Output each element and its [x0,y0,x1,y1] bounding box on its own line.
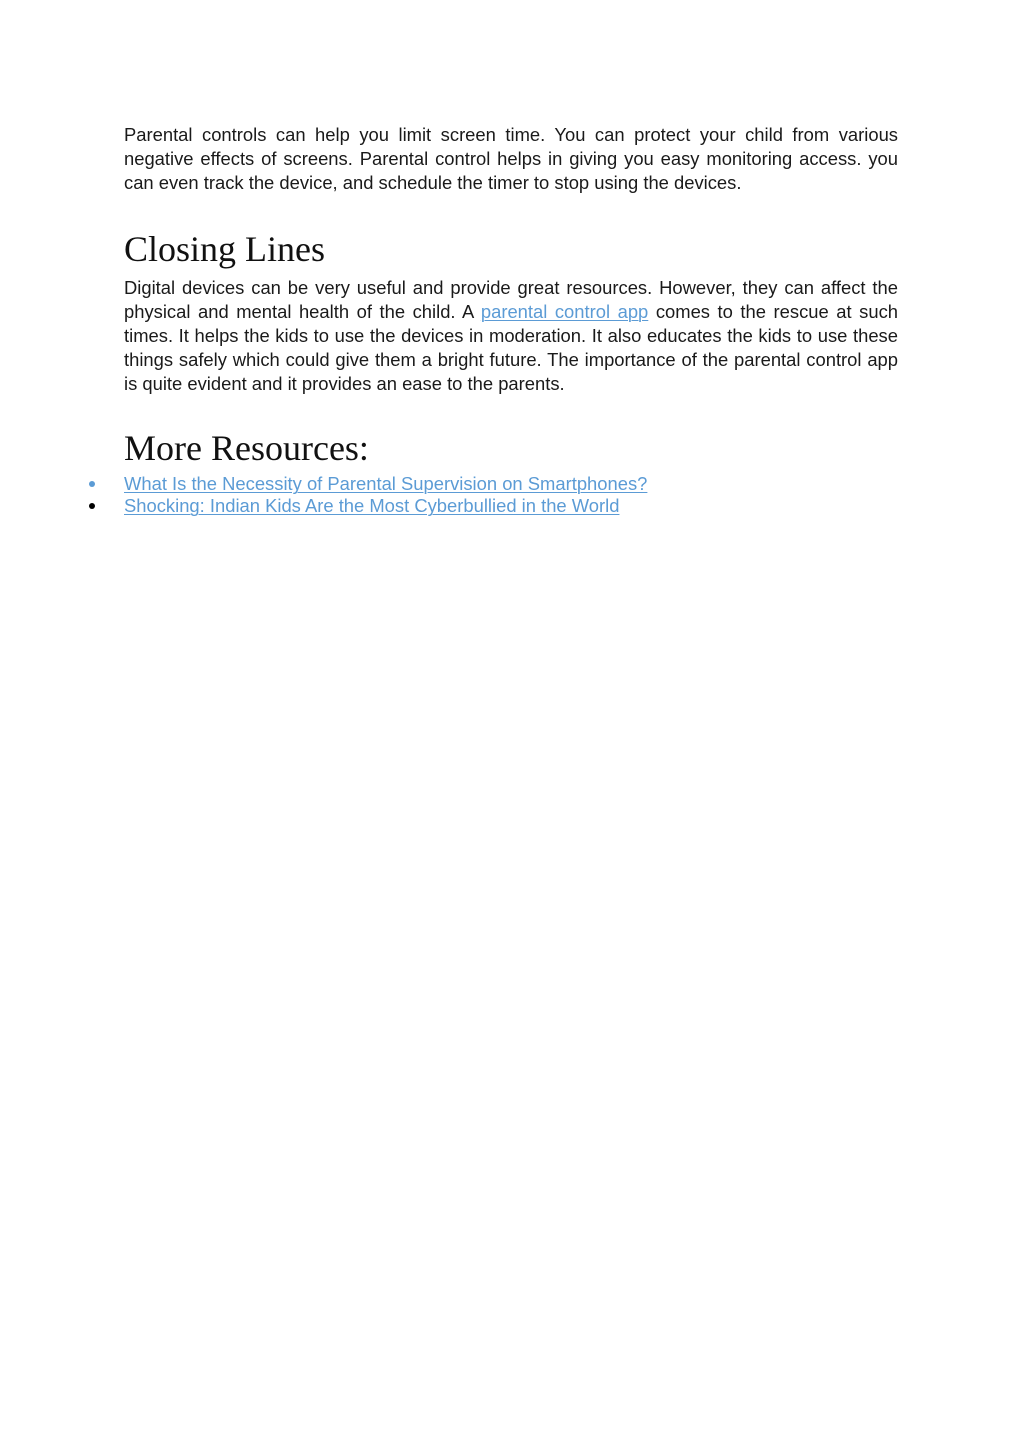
closing-text-before-link: Digital devices can be very useful and provide great resources. However, they can affect the physical and mental health of the child. A [124,277,898,323]
more-resources-heading: More Resources: [124,428,369,469]
bullet-icon [89,503,95,509]
intro-paragraph: Parental controls can help you limit screen time. You can protect your child from various negative effects of screens. Parental control helps in giving you easy monitoring access. you can even track the device, and schedule the timer to stop using the devices. [124,124,898,193]
closing-paragraph [124,276,898,395]
closing-lines-heading: Closing Lines [124,229,326,270]
resource-link-cyberbullied[interactable]: Shocking: Indian Kids Are the Most Cyberbullied in the World [124,495,620,517]
parental-control-app-link[interactable]: parental control app [480,301,649,323]
closing-text-after-link: comes to the rescue at such times. It helps the kids to use the devices in moderation. It also educates the kids to use these things safely which could give them a bright future. The importance of the parental control app is quite evident and it provides an ease to the parents. [124,301,899,394]
resource-item [124,495,898,517]
document-page [124,123,898,517]
bullet-icon [89,481,95,487]
resources-list [124,473,898,517]
resource-item [124,473,898,495]
resource-link-parental-supervision[interactable]: What Is the Necessity of Parental Supervision on Smartphones? [124,473,648,495]
